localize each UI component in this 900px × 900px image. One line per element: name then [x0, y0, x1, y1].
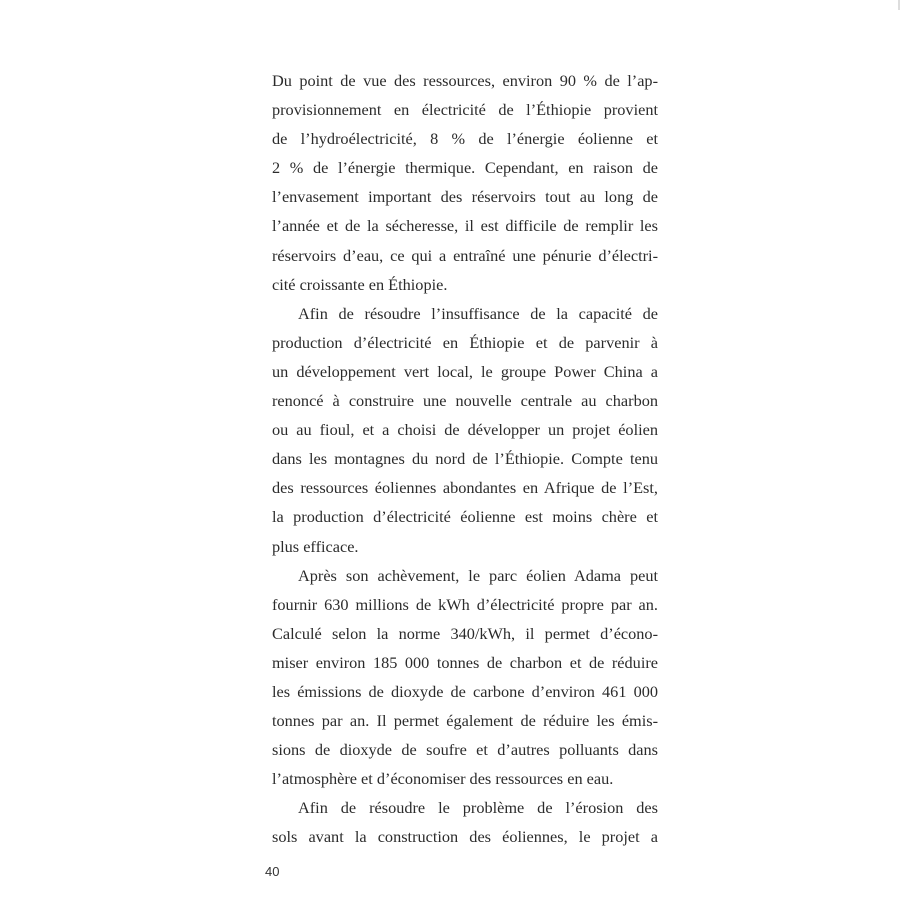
text-line: Afin de résoudre le problème de l’érosion des	[298, 798, 658, 818]
text-line: la production d’électricité éolienne est moins chère et	[272, 507, 658, 527]
text-line: fournir 630 millions de kWh d’électricité propre par an.	[272, 594, 658, 614]
text-line: plus efficace.	[272, 536, 359, 556]
paragraph-3	[272, 561, 658, 794]
text-line: les émissions de dioxyde de carbone d’environ 461 000	[272, 681, 658, 701]
text-line: l’envasement important des réservoirs tout au long de	[272, 187, 658, 207]
page-number: 40	[265, 864, 280, 879]
text-line: sols avant la construction des éoliennes, le projet a	[272, 827, 658, 847]
text-line: ou au fioul, et a choisi de développer un projet éolien	[272, 420, 658, 440]
text-line: un développement vert local, le groupe Power China a	[272, 361, 658, 381]
text-line: Calculé selon la norme 340/kWh, il permet d’écono-	[272, 623, 658, 643]
text-line: Après son achèvement, le parc éolien Adama peut	[298, 565, 658, 585]
text-line: l’atmosphère et d’économiser des ressources en eau.	[272, 769, 614, 789]
text-line: provisionnement en électricité de l’Éthiopie provient	[272, 100, 658, 120]
text-line: cité croissante en Éthiopie.	[272, 274, 448, 294]
text-line: Du point de vue des ressources, environ 90 % de l’ap-	[272, 71, 658, 90]
text-line: dans les montagnes du nord de l’Éthiopie. Compte tenu	[272, 449, 658, 469]
text-line: miser environ 185 000 tonnes de charbon et de réduire	[272, 652, 658, 672]
text-line: l’année et de la sécheresse, il est difficile de remplir les	[272, 216, 658, 236]
text-line: 2 % de l’énergie thermique. Cependant, en raison de	[272, 158, 658, 178]
text-line: sions de dioxyde de soufre et d’autres polluants dans	[272, 740, 658, 760]
text-line: réservoirs d’eau, ce qui a entraîné une pénurie d’électri-	[272, 245, 658, 265]
paragraph-4	[272, 793, 658, 851]
text-line: renoncé à construire une nouvelle centrale au charbon	[272, 391, 658, 411]
paragraph-1	[272, 66, 658, 299]
text-line: des ressources éoliennes abondantes en Afrique de l’Est,	[272, 478, 658, 498]
text-line: de l’hydroélectricité, 8 % de l’énergie éolienne et	[272, 129, 658, 149]
text-line: Afin de résoudre l’insuffisance de la capacité de	[298, 303, 658, 323]
text-line: production d’électricité en Éthiopie et de parvenir à	[272, 332, 658, 352]
paragraph-2	[272, 299, 658, 561]
body-text	[272, 66, 658, 852]
text-line: tonnes par an. Il permet également de réduire les émis-	[272, 711, 658, 731]
